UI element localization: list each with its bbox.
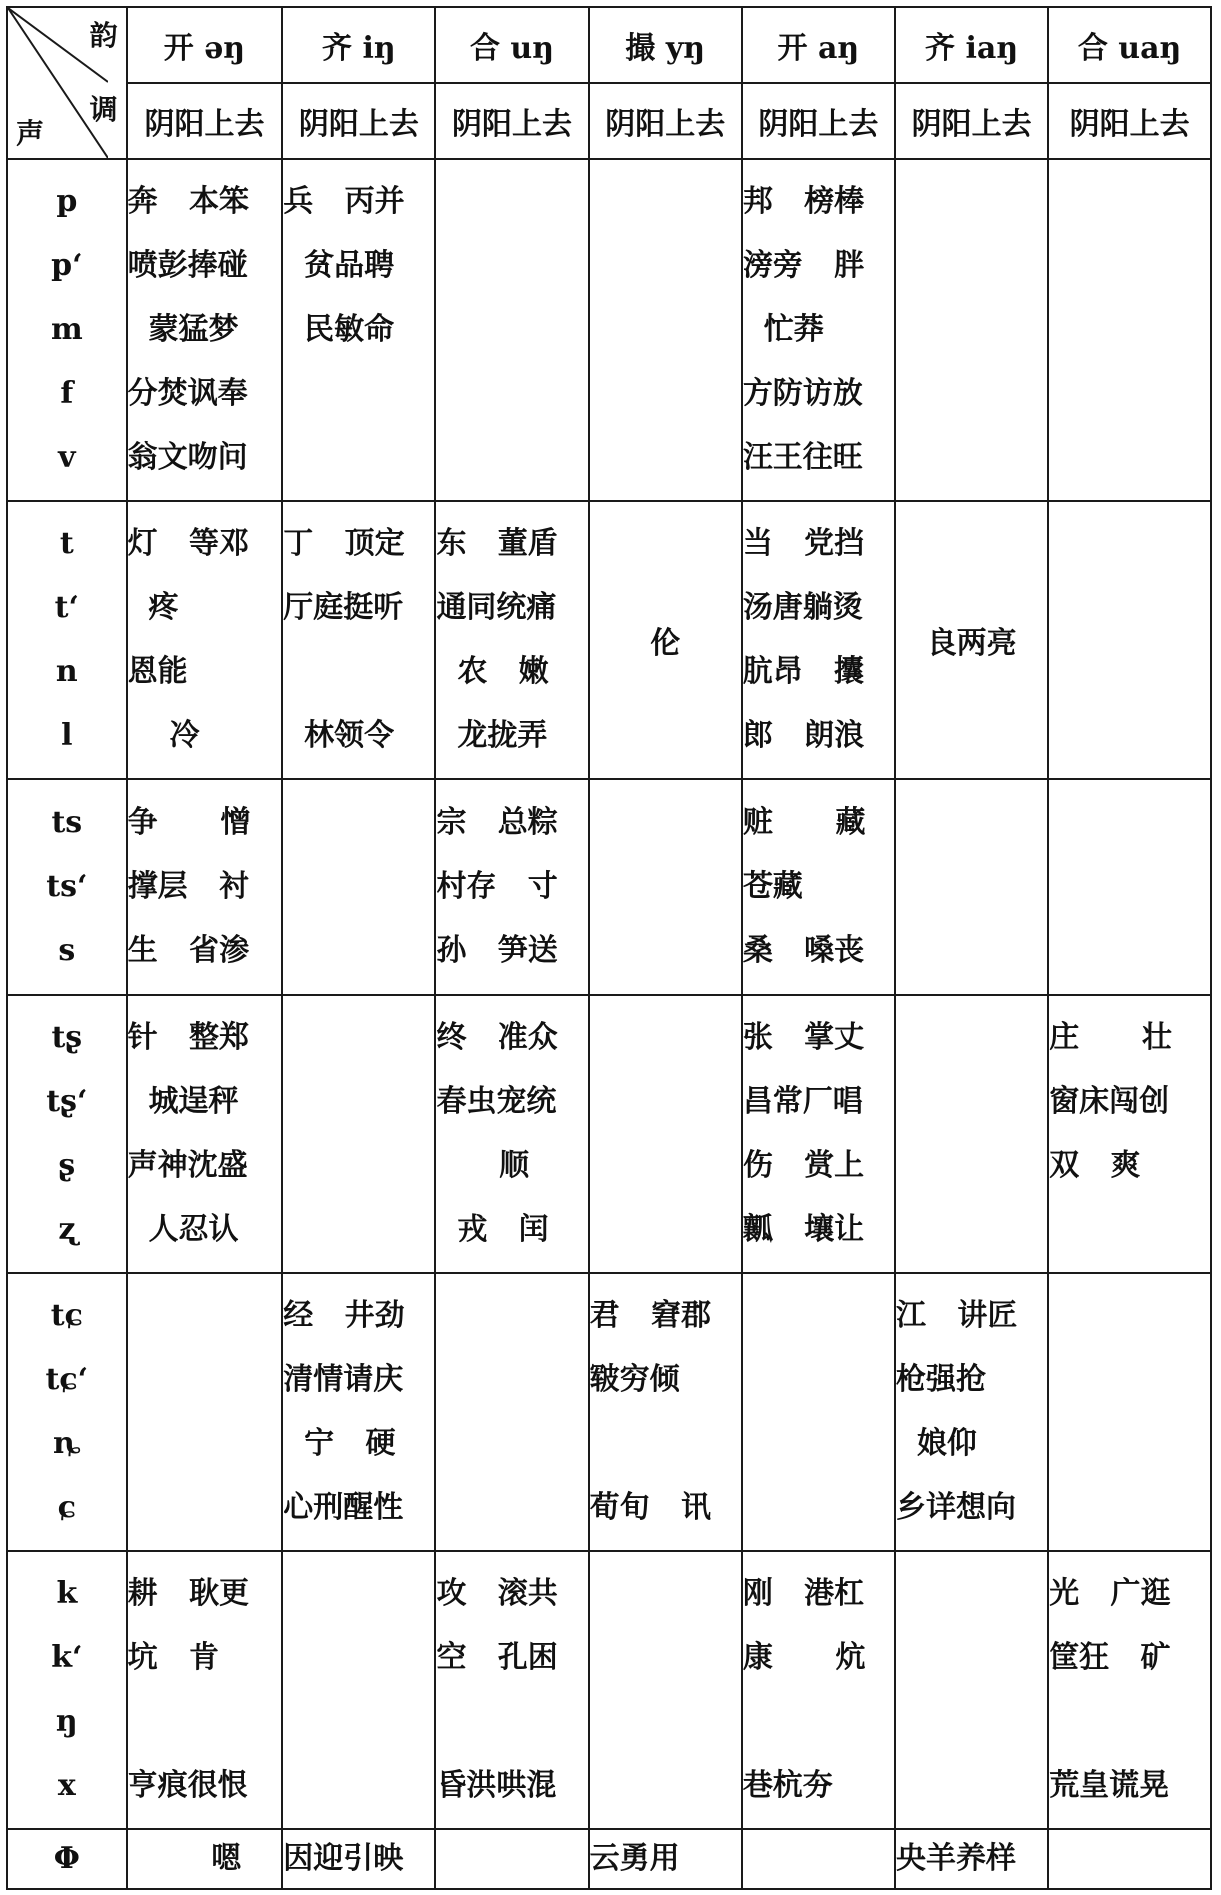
syllable-line [896,362,1047,426]
syllable-line: 孙 笋送 [436,933,558,968]
initial-label: l [61,718,73,753]
syllable-line: 疼 [127,590,179,625]
syllable-line: 奔 本笨 [127,184,250,219]
syllable-line: 经 井劲 [283,1298,405,1333]
syllable-line: 顺 [436,1148,530,1183]
syllable-cell [282,1829,435,1889]
syllable-line: 撑层 衬 [127,869,250,904]
syllable-cell [127,159,283,501]
syllable-line [590,170,741,234]
syllable-line: 东 董盾 [436,526,558,561]
syllable-cell [742,995,895,1273]
syllable-line: 君 窘郡 [589,1298,711,1333]
syllable-line [436,234,587,298]
syllable-line [436,1690,587,1754]
syllable-line [283,1070,434,1134]
syllable-line: 枪强抢 [896,1362,986,1397]
syllable-line [896,234,1047,298]
syllable-line: 昏洪哄混 [436,1768,557,1803]
syllable-line [436,170,587,234]
syllable-line [896,1562,1047,1626]
syllable-cell [742,779,895,995]
initial-label: ŋ [55,1704,78,1739]
syllable-line: 当 党挡 [742,526,865,561]
syllable-line: 蒙猛梦 [127,312,239,347]
syllable-line: 荒皇谎晃 [1049,1768,1170,1803]
syllable-line: 争 憎 [127,805,251,840]
group-row [7,995,1211,1273]
syllable-line [590,919,741,983]
syllable-line: 分焚讽奉 [127,376,248,411]
syllable-line [1049,362,1210,426]
syllable-line [436,1284,587,1348]
syllable-line: 贫品聘 [283,248,395,283]
syllable-cell [589,779,742,995]
syllable-line [283,919,434,983]
syllable-line [1049,640,1210,704]
syllable-line [436,1348,587,1412]
syllable-line: 筐狂 矿 [1049,1640,1171,1675]
syllable-line [436,426,587,490]
syllable-line: 通同统痛 [436,590,557,625]
syllable-line [896,919,1047,983]
syllable-line: 坑 肯 [127,1640,220,1675]
syllable-cell [282,1273,435,1551]
rhyme-table [6,6,1212,1890]
syllable-line: 民敏命 [283,312,395,347]
syllable-cell [127,1829,283,1889]
syllable-line: 翁文吻问 [127,440,248,475]
syllable-line: 针 整郑 [127,1020,250,1055]
syllable-line: 桑 嗓丧 [742,933,865,968]
header-cell: 开 əŋ [127,7,283,83]
corner-cell [7,7,127,159]
initials-cell [7,1551,127,1829]
initial-label: v [58,440,76,475]
syllable-line [1049,1348,1210,1412]
syllable-line: 灯 等邓 [127,526,250,561]
syllable-line: 乡详想向 [896,1490,1016,1525]
syllable-cell [1048,1273,1211,1551]
syllable-line: 郎 朗浪 [742,718,865,753]
syllable-cell [282,159,435,501]
syllable-cell [282,779,435,995]
syllable-line [1049,1198,1210,1262]
syllable-line [1049,704,1210,768]
initial-label: tʂ [51,1020,83,1055]
header-cell: 齐 iŋ [282,7,435,83]
syllable-line: 空 孔困 [436,1640,558,1675]
syllable-line [128,1284,282,1348]
syllable-line [283,362,434,426]
syllable-line [128,1690,282,1754]
syllable-line [743,1831,894,1887]
syllable-line: 云勇用 [589,1841,680,1876]
syllable-cell [895,1551,1048,1829]
syllable-line [896,1626,1047,1690]
initial-label: f [60,376,74,411]
syllable-line [1049,791,1210,855]
syllable-line: 春虫宠统 [436,1084,557,1119]
syllable-line: 丁 顶定 [283,526,405,561]
syllable-cell [435,779,588,995]
syllable-line [590,1562,741,1626]
syllable-cell [282,501,435,779]
initials-cell [7,1829,127,1889]
syllable-line [896,1754,1047,1818]
syllable-line [896,1198,1047,1262]
syllable-line [283,855,434,919]
syllable-line [743,1412,894,1476]
syllable-cell [895,1273,1048,1551]
syllable-line: 忙莽 [742,312,824,347]
syllable-line [436,362,587,426]
syllable-line [283,1754,434,1818]
syllable-line [896,1006,1047,1070]
group-row [7,501,1211,779]
syllable-cell [435,1551,588,1829]
initial-label: p [56,184,78,219]
syllable-line: 汪王往旺 [742,440,863,475]
syllable-line [436,1412,587,1476]
syllable-cell [1048,779,1211,995]
syllable-line [436,1476,587,1540]
syllable-cell [895,1829,1048,1889]
syllable-cell [127,995,283,1273]
corner-label-tone: 调 [89,93,118,126]
initial-label: tʂʻ [46,1084,88,1119]
syllable-cell [742,1551,895,1829]
syllable-line: 村存 寸 [436,869,558,904]
syllable-cell [589,995,742,1273]
syllable-line: 瓤 壤让 [742,1212,865,1247]
initial-label: Φ [53,1841,80,1876]
syllable-line [590,1754,741,1818]
syllable-line [590,234,741,298]
syllable-line [1049,234,1210,298]
syllable-line: 伤 赏上 [742,1148,865,1183]
syllable-line [1049,855,1210,919]
initials-cell [7,501,127,779]
group-row [7,1829,1211,1889]
syllable-line: 龙拢弄 [436,718,548,753]
initial-label: tɕʻ [45,1362,89,1397]
syllable-cell [435,159,588,501]
tone-header: 阴阳上去 [895,83,1048,159]
syllable-cell [742,501,895,779]
syllable-line [1049,170,1210,234]
syllable-line: 人忍认 [127,1212,239,1247]
syllable-line [590,1134,741,1198]
table-body [7,159,1211,1889]
syllable-cell [1048,501,1211,779]
syllable-text: 良两亮 [926,626,1017,661]
syllable-cell [282,995,435,1273]
syllable-line [590,1626,741,1690]
syllable-cell [895,779,1048,995]
syllable-line [896,1134,1047,1198]
syllable-line: 巷杭夯 [742,1768,833,1803]
syllable-cell [589,159,742,501]
initial-label: s [58,933,76,968]
syllable-cell [282,1551,435,1829]
initial-label: ʂ [58,1148,76,1183]
syllable-line [743,1348,894,1412]
header-cell: 合 uaŋ [1048,7,1211,83]
syllable-line: 荀旬 讯 [589,1490,711,1525]
syllable-line: 央羊养样 [896,1841,1016,1876]
syllable-cell [589,1551,742,1829]
corner-label-initial: 声 [16,117,45,150]
syllable-line: 皲穷倾 [589,1362,680,1397]
syllable-line [283,640,434,704]
syllable-line: 攻 滚共 [436,1576,558,1611]
syllable-line [590,1198,741,1262]
syllable-line [283,1198,434,1262]
syllable-line: 汤唐躺烫 [742,590,863,625]
syllable-line [1049,1690,1210,1754]
syllable-line: 声神沈盛 [127,1148,248,1183]
syllable-line [1049,512,1210,576]
syllable-line [283,1626,434,1690]
syllable-line [896,1070,1047,1134]
syllable-line: 娘仰 [896,1426,977,1461]
syllable-cell [589,501,742,779]
initial-label: tʻ [54,590,79,625]
tone-header: 阴阳上去 [1048,83,1211,159]
syllable-line: 宗 总粽 [436,805,558,840]
syllable-line: 邦 榜棒 [742,184,865,219]
syllable-cell [1048,159,1211,501]
syllable-cell [742,1829,895,1889]
syllable-cell [127,1551,283,1829]
tone-header: 阴阳上去 [435,83,588,159]
syllable-line: 生 省渗 [127,933,250,968]
syllable-line [590,1412,741,1476]
initials-cell [7,159,127,501]
syllable-line [436,1831,587,1887]
header-cell: 齐 iaŋ [895,7,1048,83]
syllable-cell [435,995,588,1273]
syllable-line: 喷彭捧碰 [127,248,248,283]
syllable-cell [895,159,1048,501]
syllable-cell [895,501,1048,779]
syllable-cell [127,501,283,779]
syllable-line: 戎 闰 [436,1212,549,1247]
syllable-line [1049,1476,1210,1540]
syllable-cell [127,1273,283,1551]
syllable-line: 昌常厂唱 [742,1084,863,1119]
group-row [7,1273,1211,1551]
initial-label: pʻ [51,248,83,283]
group-row [7,159,1211,501]
initial-label: ɕ [57,1490,76,1525]
syllable-line: 亨痕很恨 [127,1768,248,1803]
syllable-cell [435,501,588,779]
syllable-line [743,1284,894,1348]
syllable-line [1049,919,1210,983]
syllable-line [590,1070,741,1134]
syllable-line: 张 掌丈 [742,1020,865,1055]
initial-label: tsʻ [46,869,88,904]
syllable-line [1049,576,1210,640]
syllable-line [590,791,741,855]
tone-header: 阴阳上去 [589,83,742,159]
syllable-line [283,791,434,855]
initial-label: ʐ [58,1212,76,1247]
syllable-line: 江 讲匠 [896,1298,1018,1333]
syllable-line [128,1412,282,1476]
syllable-line [1049,298,1210,362]
syllable-line: 赃 藏 [742,805,866,840]
syllable-line [590,1690,741,1754]
syllable-line [283,1690,434,1754]
syllable-line: 林领令 [283,718,395,753]
syllable-line: 康 炕 [742,1640,866,1675]
syllable-line [1049,1831,1210,1887]
syllable-line [283,426,434,490]
syllable-cell [589,1829,742,1889]
syllable-line [896,1690,1047,1754]
syllable-line: 恩能 [127,654,188,689]
initial-label: x [57,1768,76,1803]
tone-header: 阴阳上去 [127,83,283,159]
initial-label: kʻ [51,1640,83,1675]
syllable-line: 光 广逛 [1049,1576,1171,1611]
syllable-cell [742,1273,895,1551]
syllable-cell [589,1273,742,1551]
syllable-line: 肮昂 攮 [742,654,865,689]
initials-cell [7,1273,127,1551]
syllable-line [128,1348,282,1412]
syllable-line [590,298,741,362]
header-cell: 开 aŋ [742,7,895,83]
header-cell: 撮 yŋ [589,7,742,83]
syllable-line [896,426,1047,490]
syllable-line [283,1006,434,1070]
syllable-cell [895,995,1048,1273]
syllable-line [436,298,587,362]
syllable-line: 双 爽 [1049,1148,1141,1183]
syllable-line [590,1006,741,1070]
header-cell: 合 uŋ [435,7,588,83]
group-row [7,779,1211,995]
syllable-cell [1048,1829,1211,1889]
syllable-cell [127,779,283,995]
syllable-line [590,855,741,919]
initials-cell [7,779,127,995]
syllable-line: 方防访放 [742,376,863,411]
syllable-line: 苍藏 [742,869,803,904]
syllable-cell [742,159,895,501]
syllable-line [590,362,741,426]
syllable-cell [1048,995,1211,1273]
syllable-cell [1048,1551,1211,1829]
tone-header: 阴阳上去 [282,83,435,159]
syllable-line: 厅庭挺听 [283,590,404,625]
syllable-line: 宁 硬 [283,1426,396,1461]
initial-label: tɕ [50,1298,83,1333]
syllable-line: 刚 港杠 [742,1576,865,1611]
syllable-line: 庄 壮 [1049,1020,1172,1055]
initials-cell [7,995,127,1273]
initial-label: ȵ [53,1426,81,1461]
syllable-line: 嗯 [127,1841,242,1876]
syllable-line [896,791,1047,855]
syllable-line [1049,1412,1210,1476]
initial-label: ts [51,805,83,840]
syllable-line: 清情请庆 [283,1362,404,1397]
syllable-line: 心刑醒性 [283,1490,404,1525]
syllable-line: 滂旁 胖 [742,248,865,283]
syllable-line [743,1690,894,1754]
syllable-cell [435,1829,588,1889]
corner-label-rhyme: 韵 [89,19,118,52]
initial-label: n [55,654,78,689]
tone-header: 阴阳上去 [742,83,895,159]
syllable-line [896,298,1047,362]
syllable-line: 终 准众 [436,1020,558,1055]
syllable-line: 冷 [127,718,200,753]
syllable-line [1049,1284,1210,1348]
syllable-line [590,426,741,490]
syllable-line [743,1476,894,1540]
syllable-cell [435,1273,588,1551]
syllable-line: 城逞秤 [127,1084,239,1119]
initial-label: k [56,1576,78,1611]
syllable-line: 耕 耿更 [127,1576,250,1611]
syllable-line: 窗床闯创 [1049,1084,1170,1119]
syllable-line: 农 嫩 [436,654,549,689]
syllable-line: 因迎引映 [283,1841,404,1876]
initial-label: t [59,526,74,561]
syllable-line [896,855,1047,919]
group-row [7,1551,1211,1829]
syllable-line [896,170,1047,234]
syllable-line: 兵 丙并 [283,184,405,219]
syllable-line [1049,426,1210,490]
syllable-line [283,1562,434,1626]
syllable-line [283,1134,434,1198]
initial-label: m [50,312,83,347]
syllable-text: 伦 [650,626,681,661]
syllable-line [128,1476,282,1540]
